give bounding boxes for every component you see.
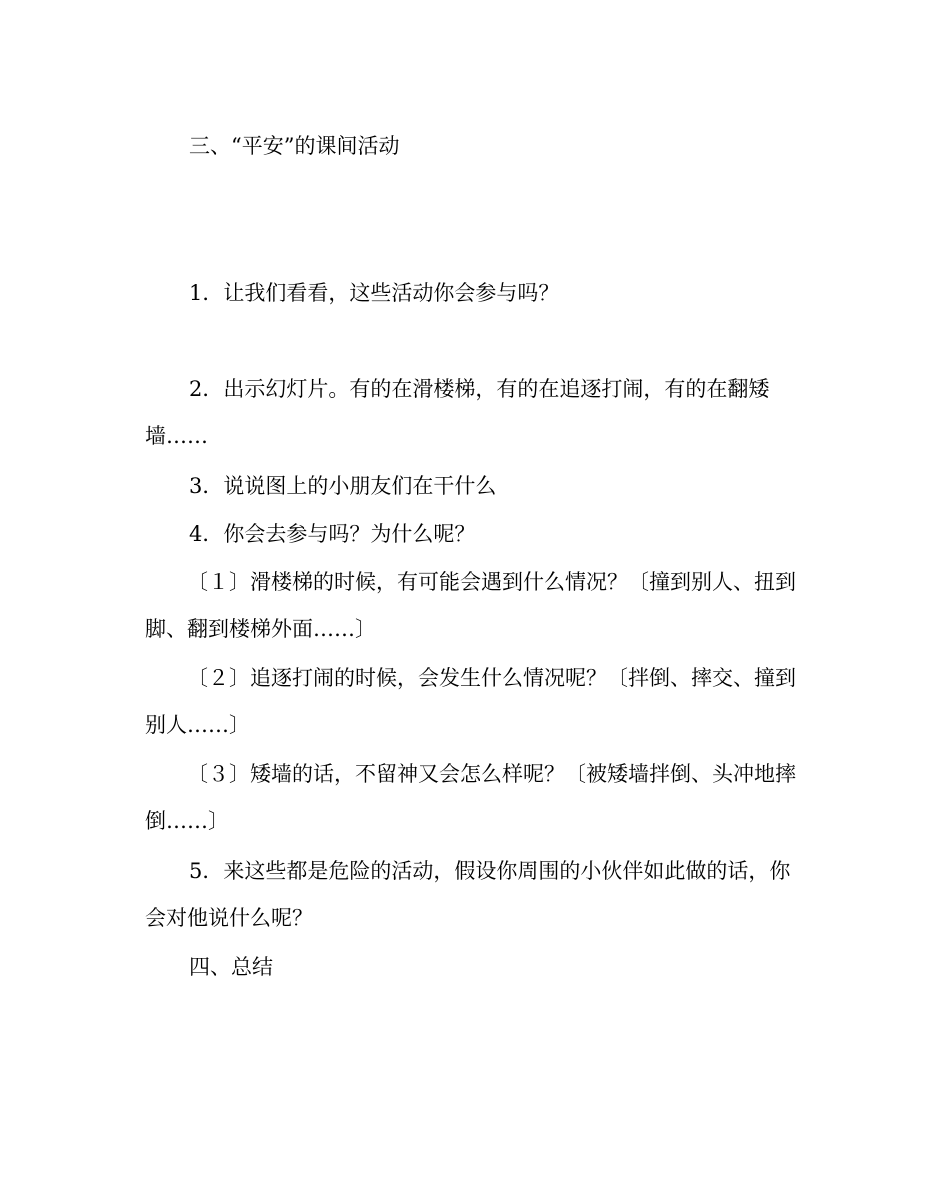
list-item-5: 5．来这些都是危险的活动，假设你周围的小伙伴如此做的话，你会对他说什么呢？ — [145, 859, 791, 930]
list-item-4: 4．你会去参与吗？为什么呢？ — [189, 522, 476, 546]
list-item-2: 2．出示幻灯片。有的在滑楼梯，有的在追逐打闹，有的在翻矮墙…… — [145, 377, 770, 448]
sub-item-2: 〔２〕追逐打闹的时候，会发生什么情况呢？〔拌倒、摔交、撞到别人……〕 — [145, 666, 796, 737]
sub-item-1: 〔１〕滑楼梯的时候，有可能会遇到什么情况？〔撞到别人、扭到脚、翻到楼梯外面……〕 — [145, 570, 796, 641]
section-heading-4: 四、总结 — [189, 955, 273, 979]
list-item-1: 1．让我们看看，这些活动你会参与吗？ — [189, 281, 560, 305]
section-heading-3: 三、“平安”的课间活动 — [189, 134, 400, 158]
sub-item-3: 〔３〕矮墙的话，不留神又会怎么样呢？〔被矮墙拌倒、头冲地摔倒……〕 — [145, 762, 796, 833]
list-item-3: 3．说说图上的小朋友们在干什么 — [189, 474, 497, 498]
